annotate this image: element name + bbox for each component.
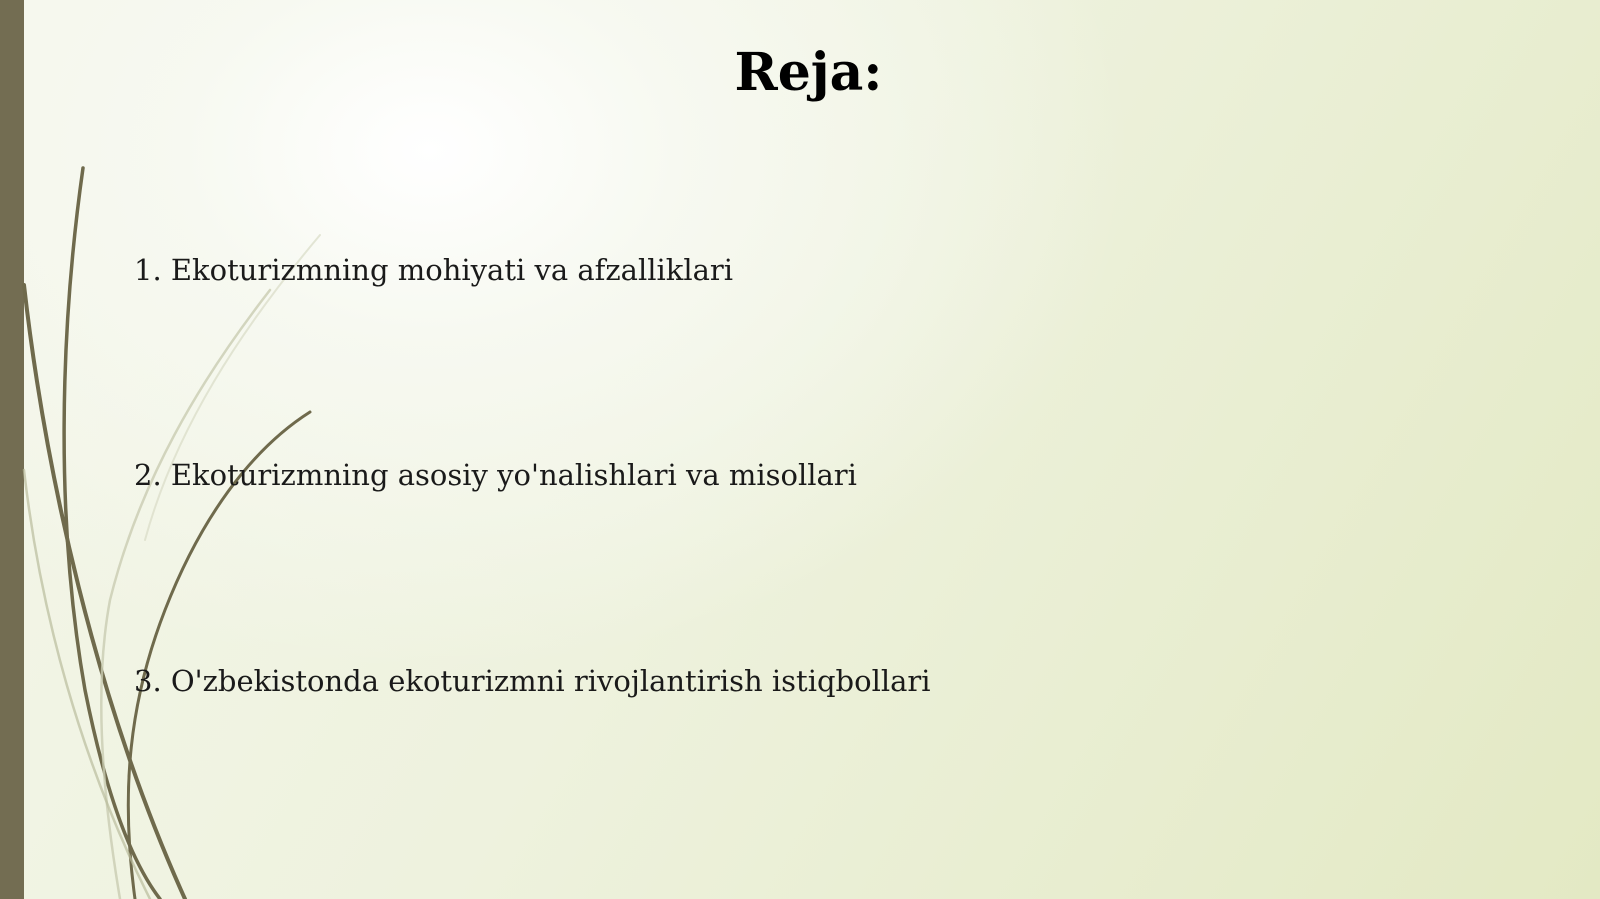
plan-item-3: 3. O'zbekistonda ekoturizmni rivojlantirish istiqbollari bbox=[134, 664, 931, 698]
plan-item-2: 2. Ekoturizmning asosiy yo'nalishlari va misollari bbox=[134, 458, 857, 492]
grass-blade-6 bbox=[24, 470, 150, 899]
plan-item-1: 1. Ekoturizmning mohiyati va afzalliklari bbox=[134, 253, 734, 287]
side-bar bbox=[0, 0, 24, 899]
grass-blade-2 bbox=[24, 285, 185, 899]
slide-title: Reja: bbox=[734, 42, 883, 103]
grass-blade-4 bbox=[101, 290, 270, 899]
